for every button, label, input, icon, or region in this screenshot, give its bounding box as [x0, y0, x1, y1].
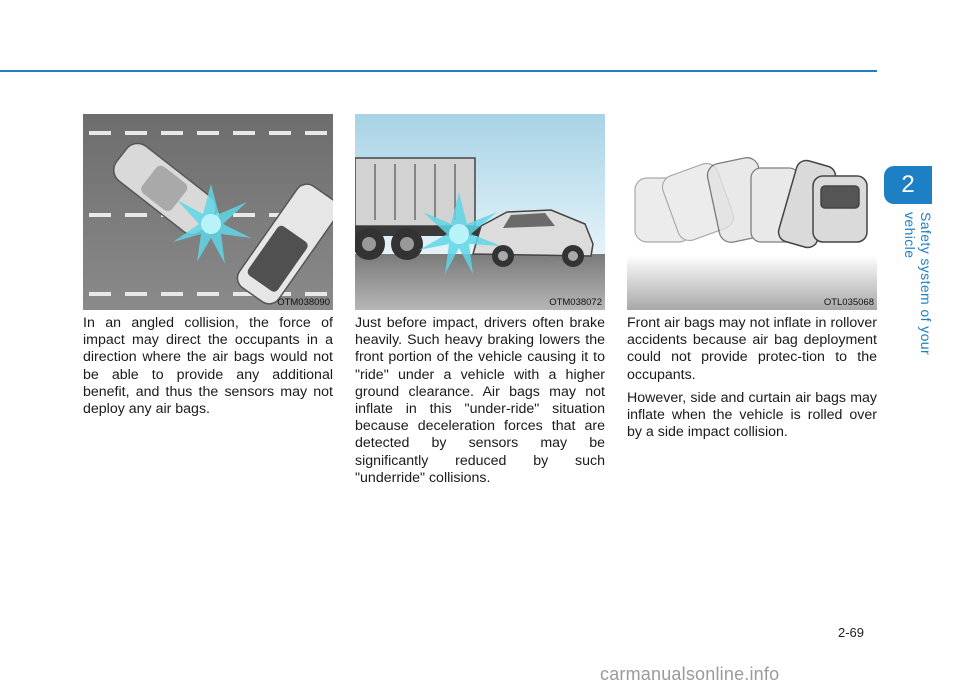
- paragraph: Just before impact, drivers often brake heavily. Such heavy braking lowers the front portion of the vehicle causing it to "ride" under a vehicle with a higher ground clearance. Air bags may not inflate in this "under-ride" situation because deceleration forces that are detected by sensors may be significantly reduced by such "underride" collisions.: [355, 315, 605, 486]
- column-underride: [355, 315, 605, 493]
- chapter-title: Safety system of your vehicle: [902, 212, 934, 356]
- chapter-number: 2: [901, 171, 915, 198]
- underride-collision-illustration: [355, 114, 605, 310]
- figure-rollover: [627, 114, 877, 310]
- figure-code: OTM038090: [277, 297, 330, 308]
- figure-code: OTL035068: [823, 297, 874, 308]
- column-rollover: [627, 315, 877, 447]
- rollover-illustration: [627, 114, 877, 310]
- page-number: 2-69: [838, 625, 865, 640]
- watermark: carmanualsonline.info: [600, 664, 780, 684]
- figure-code: OTM038072: [549, 297, 602, 308]
- angled-collision-illustration: [83, 114, 333, 310]
- figure-underride-collision: [355, 114, 605, 310]
- column-angled-collision: [83, 315, 333, 424]
- paragraph: Front air bags may not inflate in rollover accidents because air bag deployment could not provide protec-tion to the occupants.: [627, 315, 877, 383]
- header-rule: [0, 70, 877, 72]
- paragraph: However, side and curtain air bags may inflate when the vehicle is rolled over by a side impact collision.: [627, 389, 877, 441]
- chapter-tab: [884, 166, 932, 204]
- paragraph: In an angled collision, the force of impact may direct the occupants in a direction where the air bags would not be able to provide any additional benefit, and thus the sensors may not deploy any air bags.: [83, 315, 333, 418]
- figure-angled-collision: [83, 114, 333, 310]
